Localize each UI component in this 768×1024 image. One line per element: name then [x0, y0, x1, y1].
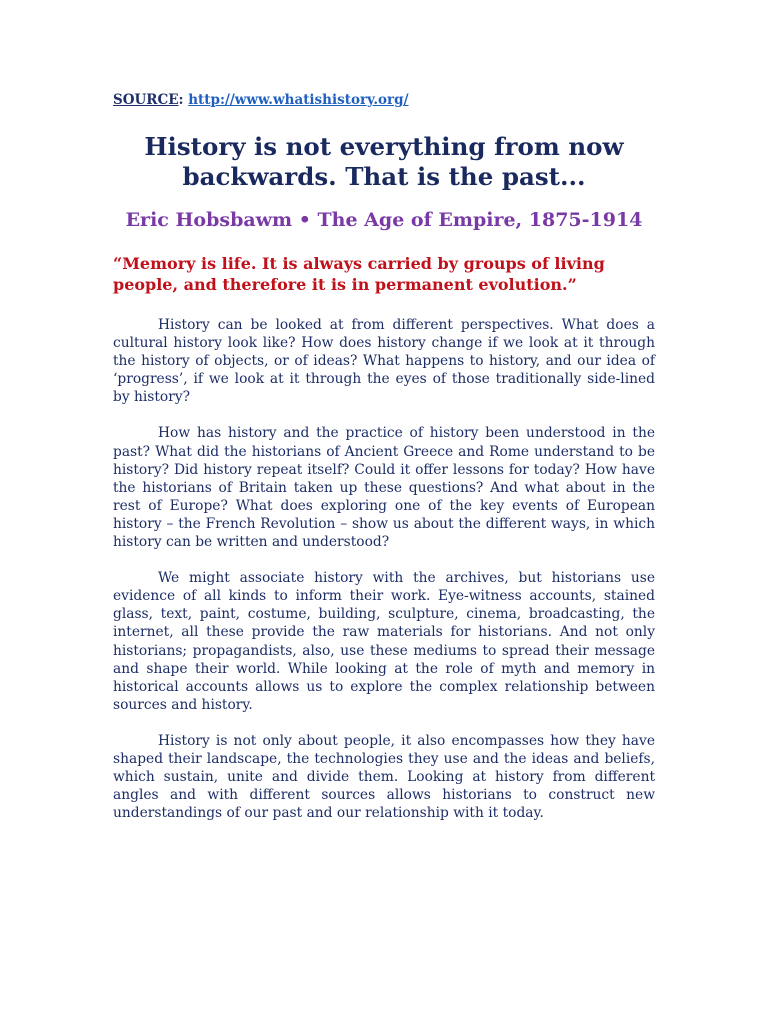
body-paragraph-2: How has history and the practice of history been understood in the past? What did the historians of Ancient Greece and Rome understand to be history? Did history repeat itself? Could it offer lessons for today? How have the historians of Britain taken up these questions? And what about in the rest of Europe? What does exploring one of the key events of European history – the French Revolution – show us about the different ways, in which history can be written and understood?: [113, 425, 655, 551]
source-label: SOURCE: [113, 92, 179, 108]
document-page: [113, 90, 655, 840]
source-line: [113, 90, 655, 110]
body-paragraph-4: History is not only about people, it also encompasses how they have shaped their landscape, the technologies they use and the ideas and beliefs, which sustain, unite and divide them. Looking at history from different angles and with different sources allows historians to construct new understandings of our past and our relationship with it today.: [113, 732, 655, 822]
body-paragraph-1: History can be looked at from different perspectives. What does a cultural history look like? How does history change if we look at it through the history of objects, or of ideas? What happens to history, and our idea of ‘progress’, if we look at it through the eyes of those traditionally side-lined by history?: [113, 317, 655, 406]
quote: “Memory is life. It is always carried by groups of living people, and therefore it is in permanent evolution.”: [113, 254, 605, 294]
byline: Eric Hobsbawm • The Age of Empire, 1875-1914: [125, 209, 643, 231]
headline: History is not everything from now backwards. That is the past...: [144, 132, 624, 191]
source-link[interactable]: http://www.whatishistory.org/: [188, 92, 409, 108]
body-paragraph-3: We might associate history with the archives, but historians use evidence of all kinds to inform their work. Eye-witness accounts, stained glass, text, paint, costume, building, sculpture, cinema, broadcasting, the internet, all these provide the raw materials for historians. And not only historians; propagandists, also, use these mediums to spread their message and shape their world. While looking at the role of myth and memory in historical accounts allows us to explore the complex relationship between sources and history.: [113, 570, 655, 713]
source-colon: :: [178, 92, 184, 108]
